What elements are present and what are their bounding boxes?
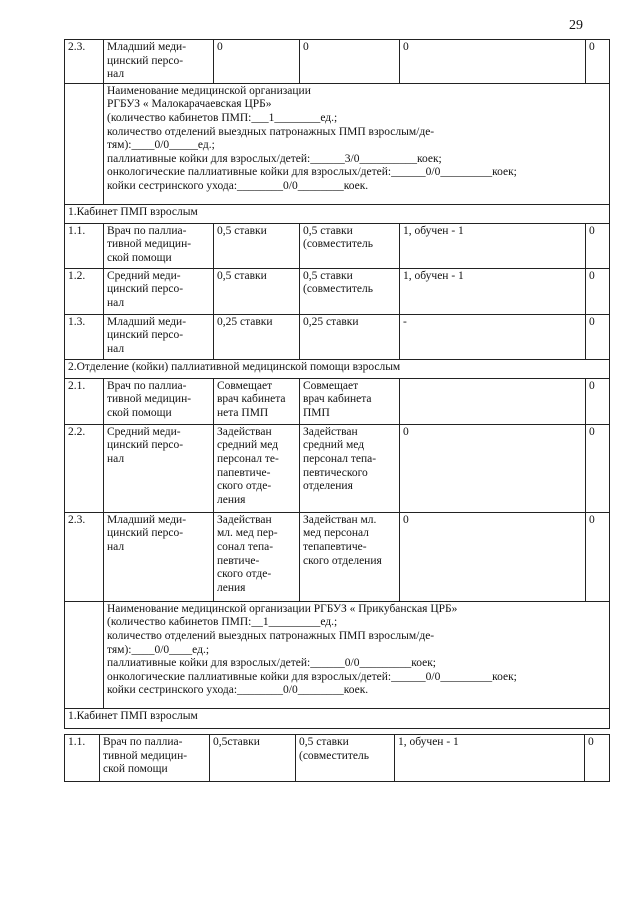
- cell-value: Задействан средний мед персонал тепа- певтического отделения: [300, 424, 400, 512]
- cell-value: Задействан мл. мед пер- сонал тепа- певтиче- ского отде- ления: [214, 512, 300, 601]
- org-oncology-beds: онкологические паллиативные койки для взрослых/детей:______0/0_________коек;: [107, 670, 517, 683]
- table-row: [65, 378, 610, 424]
- org-departments-count: тям):____0/0_____ед.;: [107, 139, 215, 152]
- cell-value: 0: [586, 378, 610, 424]
- org-title: Наименование медицинской организации РГБУЗ « Прикубанская ЦРБ»: [107, 602, 458, 615]
- table-row: [65, 223, 610, 268]
- org-palliative-beds: паллиативные койки для взрослых/детей:______0/0_________коек;: [107, 657, 436, 670]
- cell-value: Задействан мл. мед персонал тепапевтиче- ского отделения: [300, 512, 400, 601]
- word: взрослым/де-: [368, 125, 435, 138]
- cell-value: 0: [400, 424, 586, 512]
- org-info: [104, 83, 610, 204]
- cell-value: 0,25 ставки: [300, 314, 400, 359]
- page-number: 29: [569, 18, 583, 33]
- cell-value: 0,5 ставки: [214, 223, 300, 268]
- cell-value: 0: [586, 314, 610, 359]
- cell-value: 0,5 ставки (совместитель: [300, 223, 400, 268]
- org-info-row: [65, 83, 610, 204]
- org-nursing-beds: койки сестринского ухода:________0/0________коек.: [107, 179, 369, 192]
- position-name: Младший меди- цинский персо- нал: [104, 314, 214, 359]
- org-info: [104, 601, 610, 708]
- word: количество: [107, 629, 162, 642]
- cell-value: 0: [300, 40, 400, 84]
- table-row: [65, 268, 610, 314]
- cell-value: 0: [214, 40, 300, 84]
- word: выездных: [218, 125, 267, 138]
- position-name: Средний меди- цинский персо- нал: [104, 268, 214, 314]
- staffing-table-prikubanskaya: [64, 734, 610, 782]
- cell-value: 0: [586, 424, 610, 512]
- row-number: 2.3.: [65, 512, 104, 601]
- cell-value: 0: [586, 40, 610, 84]
- word: взрослым/де-: [368, 629, 435, 642]
- cell-value: 0,25 ставки: [214, 314, 300, 359]
- row-number: 2.2.: [65, 424, 104, 512]
- cell-value: 0: [400, 512, 586, 601]
- row-number: 2.3.: [65, 40, 104, 84]
- table-row: [65, 314, 610, 359]
- position-name: Врач по паллиа- тивной медицин- ской помощи: [104, 378, 214, 424]
- word: ПМП: [338, 125, 366, 138]
- cell-value: Задействан средний мед персонал те- папевтиче- ского отде- ления: [214, 424, 300, 512]
- position-name: Средний меди- цинский персо- нал: [104, 424, 214, 512]
- org-palliative-beds: паллиативные койки для взрослых/детей:______3/0__________коек;: [107, 152, 442, 165]
- staffing-table-malokarachaevskaya: [64, 39, 610, 729]
- cell-value: -: [400, 314, 586, 359]
- row-number: 1.1.: [65, 735, 100, 782]
- section-heading: 1.Кабинет ПМП взрослым: [65, 204, 610, 223]
- cell-value: 0: [586, 223, 610, 268]
- cell-value: 1, обучен - 1: [400, 223, 586, 268]
- cell-value: 0: [586, 512, 610, 601]
- org-info-row: [65, 601, 610, 708]
- cell-value: 0: [586, 268, 610, 314]
- table-row: [65, 735, 610, 782]
- cell-value: 0,5ставки: [210, 735, 296, 782]
- org-title: Наименование медицинской организации: [107, 84, 311, 97]
- row-number: 1.3.: [65, 314, 104, 359]
- cell-value: 0: [400, 40, 586, 84]
- position-name: Младший меди- цинский персо- нал: [104, 40, 214, 84]
- org-cabinets: (количество кабинетов ПМП:___1________ед.;: [107, 111, 338, 124]
- cell-value: Совмещает врач кабинета ПМП: [300, 378, 400, 424]
- position-name: Младший меди- цинский персо- нал: [104, 512, 214, 601]
- org-departments-line: [107, 630, 606, 644]
- org-nursing-beds: койки сестринского ухода:________0/0________коек.: [107, 684, 369, 697]
- org-departments-count: тям):____0/0____ед.;: [107, 643, 210, 656]
- org-oncology-beds: онкологические паллиативные койки для взрослых/детей:______0/0_________коек;: [107, 166, 517, 179]
- section-heading: 2.Отделение (койки) паллиативной медицинской помощи взрослым: [65, 359, 610, 378]
- cell-value: 0,5 ставки (совместитель: [300, 268, 400, 314]
- word: патронажных: [269, 125, 336, 138]
- word: количество: [107, 125, 162, 138]
- row-number: 2.1.: [65, 378, 104, 424]
- row-number: 1.2.: [65, 268, 104, 314]
- word: отделений: [164, 629, 216, 642]
- cell-value: 1, обучен - 1: [400, 268, 586, 314]
- org-departments-line: [107, 126, 606, 140]
- cell-value: 0,5 ставки (совместитель: [296, 735, 395, 782]
- position-name: Врач по паллиа- тивной медицин- ской помощи: [104, 223, 214, 268]
- word: патронажных: [269, 629, 336, 642]
- row-number: 1.1.: [65, 223, 104, 268]
- section-heading: 1.Кабинет ПМП взрослым: [65, 708, 610, 728]
- word: отделений: [164, 125, 216, 138]
- org-cabinets: (количество кабинетов ПМП:__1_________ед.;: [107, 616, 338, 629]
- word: выездных: [218, 629, 267, 642]
- word: ПМП: [338, 629, 366, 642]
- org-name: РГБУЗ « Малокарачаевская ЦРБ»: [107, 98, 272, 111]
- table-row: [65, 40, 610, 84]
- cell-value: 0,5 ставки: [214, 268, 300, 314]
- position-name: Врач по паллиа- тивной медицин- ской помощи: [100, 735, 210, 782]
- cell-value: [400, 378, 586, 424]
- table-row: [65, 512, 610, 601]
- cell-value: 0: [585, 735, 610, 782]
- cell-value: Совмещает врач кабинета нета ПМП: [214, 378, 300, 424]
- cell-value: 1, обучен - 1: [395, 735, 585, 782]
- table-row: [65, 424, 610, 512]
